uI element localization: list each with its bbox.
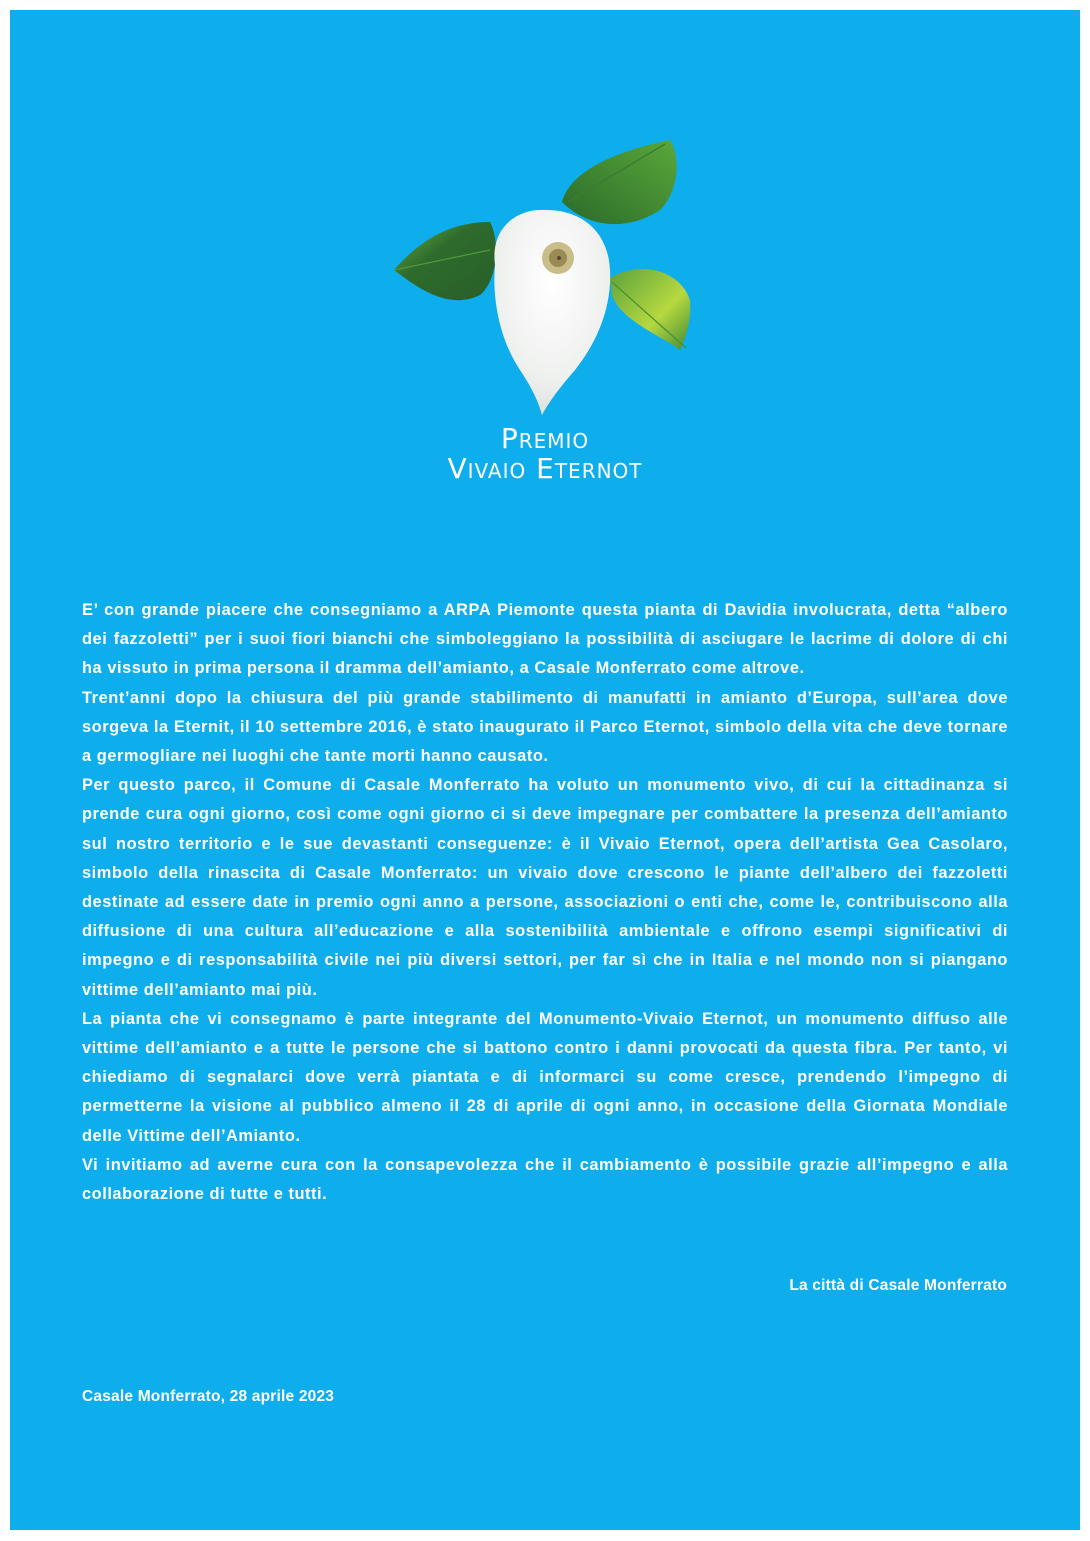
signature: La città di Casale Monferrato bbox=[789, 1277, 1007, 1294]
paragraph: E’ con grande piacere che consegniamo a ARPA Piemonte questa pianta di Davidia involucrata, detta “albero dei fazzoletti” per i suoi fiori bianchi che simboleggiano la possibilità di asciugare le lacrime di dolore di chi ha vissuto in prima persona il dramma dell’amianto, a Casale Monferrato come altrove. bbox=[82, 601, 1008, 678]
davidia-flower-icon bbox=[380, 130, 720, 430]
paragraph: Trent’anni dopo la chiusura del più grande stabilimento di manufatti in amianto d’Europa, sull’area dove sorgeva la Eternit, il 10 settembre 2016, è stato inaugurato il Parco Eternot, simbolo della vita che deve tornare a germogliare nei luoghi che tante morti hanno causato. bbox=[82, 688, 1008, 766]
paragraph: Per questo parco, il Comune di Casale Monferrato ha voluto un monumento vivo, di cui la cittadinanza si prende cura ogni giorno, così come ogni giorno ci si deve impegnare per combattere la presenza dell’amianto sul nostro territorio e le sue devastanti conseguenze: è il Vivaio Eternot, opera dell’artista Gea Casolaro, simbolo della rinascita di Casale Monferrato: un vivaio dove crescono le piante dell’albero dei fazzoletti destinate ad essere date in premio ogni anno a persone, associazioni o enti che, come le, contribuiscono alla diffusione di una cultura all’educazione e alla sostenibilità ambientale e offrono esempi significativi di impegno e di responsabilità civile nei più diversi settori, per far sì che in Italia e nel mondo non si piangano vittime dell’amianto mai più. bbox=[82, 776, 1008, 999]
award-title-line-1: Premio bbox=[500, 422, 590, 455]
letter-body bbox=[82, 596, 1008, 1209]
place-and-date: Casale Monferrato, 28 aprile 2023 bbox=[82, 1388, 335, 1405]
paragraph: La pianta che vi consegnamo è parte integrante del Monumento-Vivaio Eternot, un monumento diffuso alle vittime dell’amianto e a tutte le persone che si battono contro i danni provocati da questa fibra. Per tanto, vi chiediamo di segnalarci dove verrà piantata e di informarci su come cresce, prendendo l’impegno di permetterne la visione al pubblico almeno il 28 di aprile di ogni anno, in occasione della Giornata Mondiale delle Vittime dell’Amianto. bbox=[82, 1009, 1008, 1145]
document-page bbox=[10, 10, 1080, 1530]
award-title-line-2: Vivaio Eternot bbox=[447, 452, 643, 485]
paragraph: Vi invitiamo ad averne cura con la consapevolezza che il cambiamento è possibile grazie all’impegno e alla collaborazione di tutte e tutti. bbox=[82, 1155, 1008, 1204]
